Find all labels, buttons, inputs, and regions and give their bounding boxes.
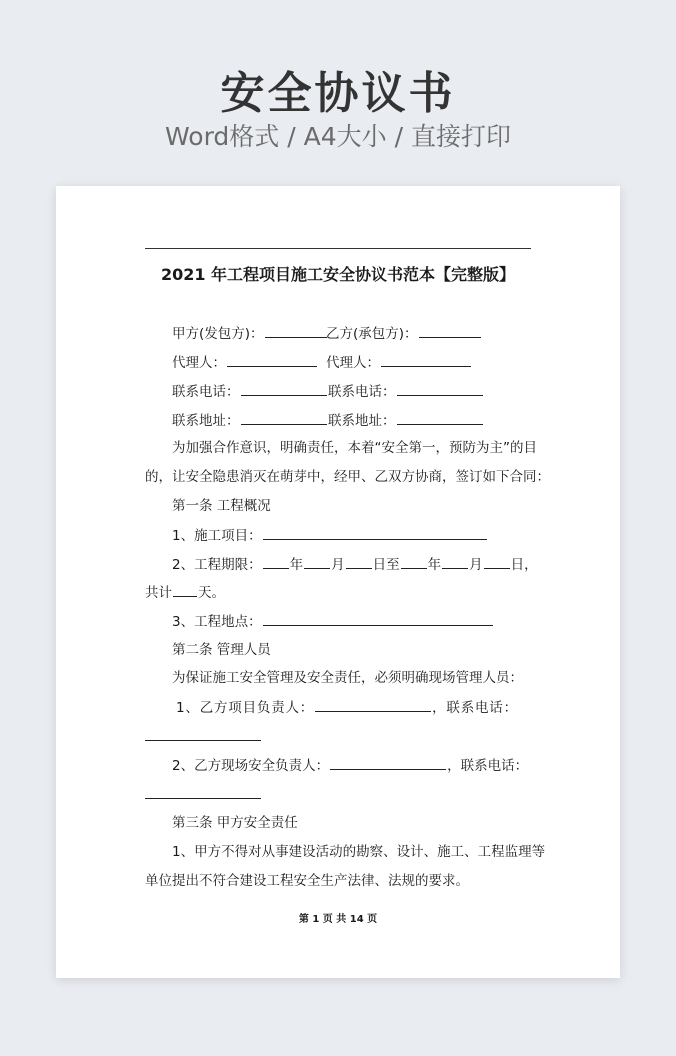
address-a-line [172,410,328,431]
total-days-blank[interactable] [173,582,197,597]
hero-subtitle: Word格式 / A4大小 / 直接打印 [165,122,511,151]
end-month-blank[interactable] [442,554,468,569]
agent-b-blank[interactable] [381,352,471,367]
start-day-blank[interactable] [346,554,372,569]
page-number: 第 1 页 共 14 页 [298,914,378,925]
safety-lead-blank[interactable] [330,755,446,770]
intro-line-1: 为加强合作意识，明确责任，本着“安全第一，预防为主”的目 [172,440,537,456]
project-lead-phone-blank[interactable] [145,740,261,741]
article3-heading: 第三条 甲方安全责任 [172,815,298,831]
phone-a-blank[interactable] [241,381,327,396]
article2-item1 [176,697,518,718]
phone-b-label: 联系电话： [328,384,396,400]
address-b-line [328,410,484,431]
period-label: 2、工程期限： [172,557,262,573]
start-year-unit: 年 [289,557,304,573]
start-month-unit: 月 [331,557,345,573]
article1-item1 [172,525,488,546]
start-year-blank[interactable] [263,554,289,569]
address-a-blank[interactable] [241,410,327,425]
address-a-label: 联系地址： [172,413,240,429]
safety-lead-phone-blank[interactable] [145,798,261,799]
agent-a-line [172,352,318,373]
article3-item1-line1: 1、甲方不得对从事建设活动的勘察、设计、施工、工程监理等 [172,844,546,860]
phone-a-label: 联系电话： [172,384,240,400]
agent-b-line [326,352,472,373]
document-page [56,186,620,978]
party-b-label: 乙方(承包方)： [326,326,418,342]
article3-item1-line2: 单位提出不符合建设工程安全生产法律、法规的要求。 [145,873,469,889]
project-lead-phone-label: ，联系电话： [432,700,518,716]
party-a-blank[interactable] [265,323,327,338]
location-blank[interactable] [263,611,493,626]
safety-lead-phone-label: ，联系电话： [447,758,529,774]
end-day-blank[interactable] [484,554,510,569]
agent-a-label: 代理人： [172,355,226,371]
phone-a-line [172,381,328,402]
document-title: 2021 年工程项目施工安全协议书范本【完整版】 [160,265,516,284]
intro-line-2: 的，让安全隐患消灭在萌芽中，经甲、乙双方协商，签订如下合同： [145,469,550,485]
location-label: 3、工程地点： [172,614,262,630]
address-b-label: 联系地址： [328,413,396,429]
phone-b-blank[interactable] [397,381,483,396]
address-b-blank[interactable] [397,410,483,425]
agent-a-blank[interactable] [227,352,317,367]
start-day-unit: 日至 [372,557,400,573]
project-lead-label: 1、乙方项目负责人： [176,700,315,716]
end-year-unit: 年 [427,557,442,573]
article1-heading: 第一条 工程概况 [172,498,271,514]
phone-b-line [328,381,484,402]
total-days-line [145,582,225,603]
end-month-unit: 月 [469,557,483,573]
header-rule [145,248,531,249]
project-blank[interactable] [263,525,487,540]
article2-heading: 第二条 管理人员 [172,642,271,658]
hero-title: 安全协议书 [220,68,456,119]
article2-item2 [172,755,528,776]
party-b-blank[interactable] [419,323,481,338]
article1-item2 [172,554,538,575]
article1-item3 [172,611,494,632]
total-prefix: 共计 [145,585,172,601]
party-a-line [172,323,328,344]
safety-lead-label: 2、乙方现场安全负责人： [172,758,330,774]
party-b-line [326,323,482,344]
end-day-unit: 日， [510,557,538,573]
project-lead-blank[interactable] [315,697,431,712]
end-year-blank[interactable] [401,554,427,569]
party-a-label: 甲方(发包方)： [172,326,264,342]
start-month-blank[interactable] [304,554,330,569]
project-label: 1、施工项目： [172,528,262,544]
article2-intro: 为保证施工安全管理及安全责任，必须明确现场管理人员： [172,670,523,686]
agent-b-label: 代理人： [326,355,380,371]
total-suffix: 天。 [198,585,225,601]
